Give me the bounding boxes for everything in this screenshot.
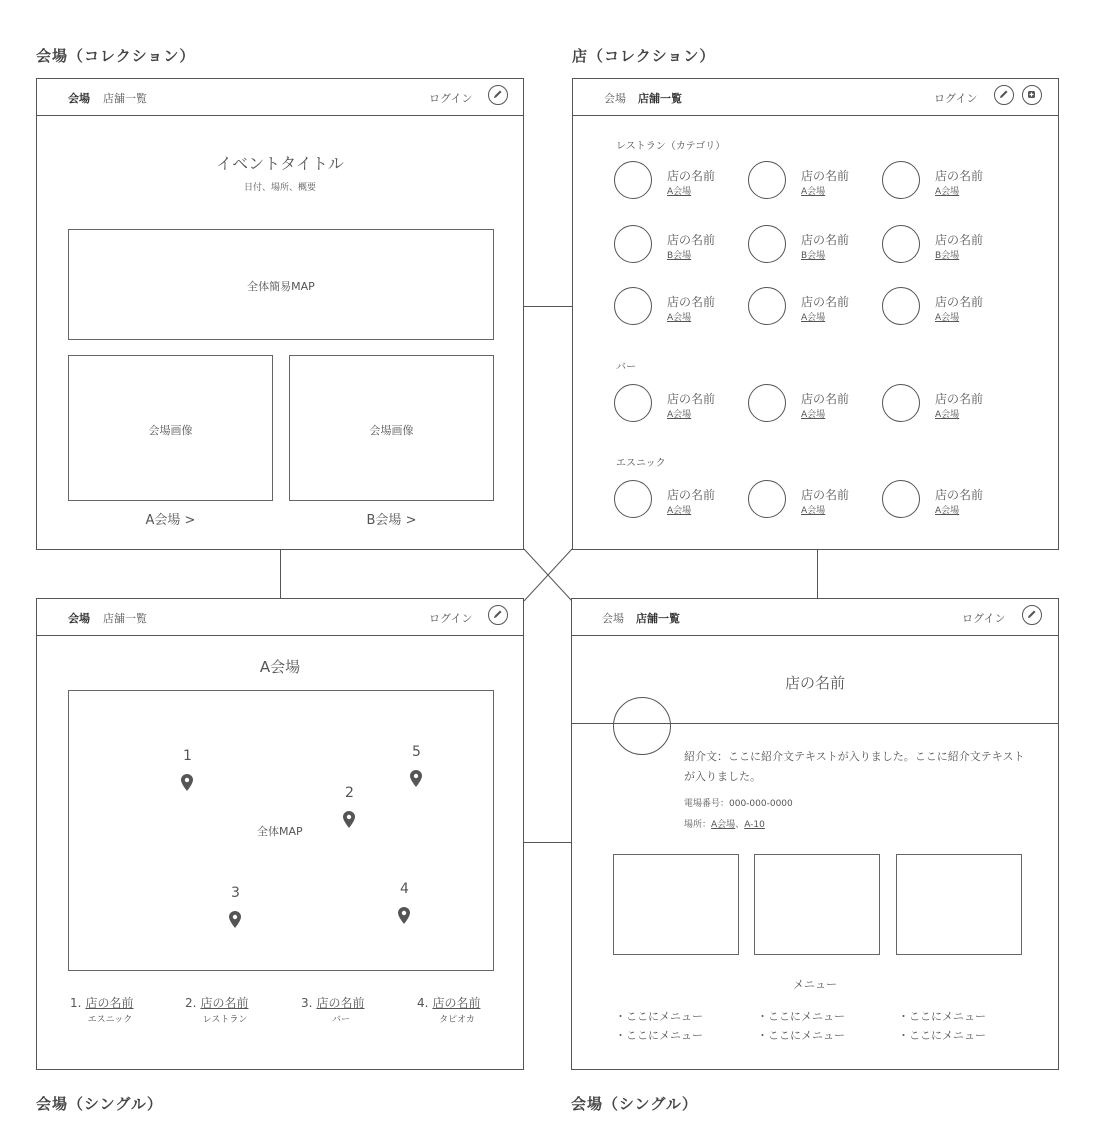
- nav-venue[interactable]: 会場: [604, 92, 626, 105]
- shop-list-number: 2.: [185, 996, 197, 1010]
- shop-photo[interactable]: [896, 854, 1022, 955]
- menu-item: ・ここにメニュー: [757, 1010, 845, 1023]
- nav-login[interactable]: ログイン: [962, 612, 1006, 625]
- category-heading: バー: [616, 362, 636, 373]
- shop-avatar[interactable]: [614, 287, 652, 325]
- shop-place-label: 場所：: [684, 820, 712, 830]
- shop-avatar: [613, 697, 671, 755]
- shop-name[interactable]: 店の名前: [667, 488, 716, 502]
- map-pin-icon[interactable]: [181, 774, 193, 795]
- shop-venue-link[interactable]: A会場: [667, 506, 692, 516]
- shop-list-category: エスニック: [87, 1015, 133, 1025]
- nav-login[interactable]: ログイン: [429, 92, 473, 105]
- shop-list-item[interactable]: [417, 994, 480, 1011]
- add-button[interactable]: [1022, 85, 1042, 105]
- edit-button[interactable]: [994, 85, 1014, 105]
- shop-name[interactable]: 店の名前: [935, 392, 984, 406]
- label-venue-single: 会場（シングル）: [36, 1095, 163, 1113]
- venue-map[interactable]: [68, 690, 494, 971]
- shop-venue-link[interactable]: B会場: [801, 251, 826, 261]
- shop-venue-link[interactable]: A会場: [935, 410, 960, 420]
- map-pin-icon[interactable]: [229, 911, 241, 932]
- shop-venue-link[interactable]: A会場: [801, 313, 826, 323]
- shop-list-name[interactable]: 店の名前: [85, 996, 134, 1010]
- event-subtitle: 日付、場所、概要: [243, 183, 316, 193]
- shop-name[interactable]: 店の名前: [801, 233, 850, 247]
- venue-title: A会場: [259, 658, 301, 676]
- shop-name[interactable]: 店の名前: [801, 392, 850, 406]
- shop-list-number: 4.: [417, 996, 429, 1010]
- shop-avatar[interactable]: [748, 480, 786, 518]
- menu-item: ・ここにメニュー: [615, 1029, 703, 1042]
- shop-name[interactable]: 店の名前: [667, 169, 716, 183]
- navbar: [572, 599, 1058, 636]
- shop-name[interactable]: 店の名前: [667, 233, 716, 247]
- venue-map-label: 全体MAP: [257, 825, 303, 838]
- shop-venue-link[interactable]: B会場: [935, 251, 960, 261]
- shop-name[interactable]: 店の名前: [801, 295, 850, 309]
- shop-title: 店の名前: [784, 674, 845, 692]
- shop-list-item[interactable]: [301, 994, 364, 1011]
- shop-list-number: 1.: [70, 996, 82, 1010]
- edit-button[interactable]: [1022, 605, 1042, 625]
- edit-button[interactable]: [488, 85, 508, 105]
- connector-bl-br: [524, 842, 571, 843]
- shop-place: [684, 817, 765, 830]
- navbar: [37, 599, 523, 636]
- nav-shops[interactable]: 店舗一覧: [103, 612, 147, 625]
- menu-item: ・ここにメニュー: [757, 1029, 845, 1042]
- shop-name[interactable]: 店の名前: [935, 233, 984, 247]
- shop-place-separator: 、: [735, 820, 745, 830]
- nav-shops[interactable]: 店舗一覧: [636, 612, 680, 625]
- navbar: [573, 79, 1058, 116]
- menu-item: ・ここにメニュー: [898, 1029, 986, 1042]
- shop-list-number: 3.: [301, 996, 313, 1010]
- shop-venue-link[interactable]: A会場: [667, 313, 692, 323]
- shop-intro-line1: 紹介文：ここに紹介文テキストが入りました。ここに紹介文テキスト: [684, 750, 1025, 763]
- shop-list-name[interactable]: 店の名前: [432, 996, 481, 1010]
- map-pin-icon[interactable]: [398, 907, 410, 928]
- shop-avatar[interactable]: [882, 287, 920, 325]
- overview-map-label: 全体簡易MAP: [247, 280, 315, 293]
- shop-list-item[interactable]: [185, 994, 248, 1011]
- nav-shops[interactable]: 店舗一覧: [103, 92, 147, 105]
- menu-item: ・ここにメニュー: [615, 1010, 703, 1023]
- shop-avatar[interactable]: [748, 287, 786, 325]
- pencil-icon: [491, 88, 504, 101]
- shop-venue-link[interactable]: A会場: [935, 187, 960, 197]
- shop-photo[interactable]: [754, 854, 880, 955]
- venue-a-link[interactable]: A会場 >: [145, 513, 196, 528]
- label-shop-collection: 店（コレクション）: [572, 47, 716, 65]
- venue-b-link[interactable]: B会場 >: [366, 513, 417, 528]
- shop-name[interactable]: 店の名前: [935, 295, 984, 309]
- nav-venue[interactable]: 会場: [68, 612, 90, 625]
- venue-image-b[interactable]: [289, 355, 494, 501]
- map-pin-number: 1: [183, 748, 192, 764]
- shop-phone: 電場番号：000-000-0000: [684, 799, 793, 809]
- nav-venue[interactable]: 会場: [602, 612, 624, 625]
- frame-shop-single: [571, 598, 1059, 1070]
- shop-intro-line2: が入りました。: [684, 770, 761, 783]
- category-heading: レストラン（カテゴリ）: [616, 141, 726, 152]
- connector-tr-br: [817, 549, 818, 598]
- overview-map[interactable]: [68, 229, 494, 340]
- map-pin-number: 4: [400, 881, 409, 897]
- connector-tl-bl: [280, 549, 281, 598]
- nav-venue[interactable]: 会場: [68, 92, 90, 105]
- plus-icon: [1025, 88, 1038, 101]
- shop-avatar[interactable]: [748, 161, 786, 199]
- shop-venue-link[interactable]: A会場: [935, 506, 960, 516]
- label-shop-single: 会場（シングル）: [571, 1095, 698, 1113]
- shop-venue-link[interactable]: A会場: [801, 410, 826, 420]
- nav-login[interactable]: ログイン: [429, 612, 473, 625]
- category-heading: エスニック: [616, 458, 666, 469]
- shop-place-spot-link[interactable]: A-10: [744, 820, 765, 830]
- shop-list-category: バー: [331, 1015, 350, 1025]
- connector-cross: [520, 545, 576, 602]
- shop-avatar[interactable]: [882, 480, 920, 518]
- shop-name[interactable]: 店の名前: [935, 488, 984, 502]
- shop-venue-link[interactable]: A会場: [801, 187, 826, 197]
- map-pin-number: 2: [345, 785, 354, 801]
- map-pin-number: 3: [231, 885, 240, 901]
- shop-avatar[interactable]: [882, 384, 920, 422]
- menu-item: ・ここにメニュー: [898, 1010, 986, 1023]
- connector-tl-tr: [524, 306, 572, 307]
- shop-name[interactable]: 店の名前: [935, 169, 984, 183]
- label-venue-collection: 会場（コレクション）: [36, 47, 196, 65]
- map-pin-icon[interactable]: [410, 770, 422, 791]
- shop-name[interactable]: 店の名前: [801, 169, 850, 183]
- shop-avatar[interactable]: [614, 480, 652, 518]
- shop-venue-link[interactable]: B会場: [667, 251, 692, 261]
- event-title: イベントタイトル: [216, 154, 344, 173]
- navbar: [37, 79, 523, 116]
- edit-button[interactable]: [488, 605, 508, 625]
- map-pin-icon[interactable]: [343, 811, 355, 832]
- frame-shop-collection: [572, 78, 1059, 550]
- frame-venue-collection: [36, 78, 524, 550]
- shop-avatar[interactable]: [882, 161, 920, 199]
- shop-list-name[interactable]: 店の名前: [316, 996, 365, 1010]
- shop-list-item[interactable]: [70, 994, 133, 1011]
- shop-name[interactable]: 店の名前: [667, 392, 716, 406]
- shop-list-category: タピオカ: [439, 1015, 475, 1025]
- shop-name[interactable]: 店の名前: [667, 295, 716, 309]
- venue-image-label: 会場画像: [369, 424, 414, 437]
- shop-list-category: レストラン: [202, 1015, 248, 1025]
- nav-shops[interactable]: 店舗一覧: [638, 92, 682, 105]
- shop-avatar[interactable]: [748, 225, 786, 263]
- pencil-icon: [997, 88, 1010, 101]
- shop-avatar[interactable]: [614, 161, 652, 199]
- venue-image-label: 会場画像: [148, 424, 193, 437]
- map-pin-number: 5: [412, 744, 421, 760]
- menu-title: メニュー: [793, 978, 837, 991]
- frame-venue-single: [36, 598, 524, 1070]
- venue-image-a[interactable]: [68, 355, 273, 501]
- shop-venue-link[interactable]: A会場: [801, 506, 826, 516]
- pencil-icon: [1025, 608, 1038, 621]
- shop-venue-link[interactable]: A会場: [667, 187, 692, 197]
- pencil-icon: [491, 608, 504, 621]
- shop-avatar[interactable]: [748, 384, 786, 422]
- shop-venue-link[interactable]: A会場: [935, 313, 960, 323]
- shop-venue-link[interactable]: A会場: [667, 410, 692, 420]
- nav-login[interactable]: ログイン: [934, 92, 978, 105]
- shop-avatar[interactable]: [882, 225, 920, 263]
- shop-list-name[interactable]: 店の名前: [200, 996, 249, 1010]
- shop-avatar[interactable]: [614, 384, 652, 422]
- shop-photo[interactable]: [613, 854, 739, 955]
- shop-name[interactable]: 店の名前: [801, 488, 850, 502]
- shop-place-venue-link[interactable]: A会場: [711, 820, 736, 830]
- shop-avatar[interactable]: [614, 225, 652, 263]
